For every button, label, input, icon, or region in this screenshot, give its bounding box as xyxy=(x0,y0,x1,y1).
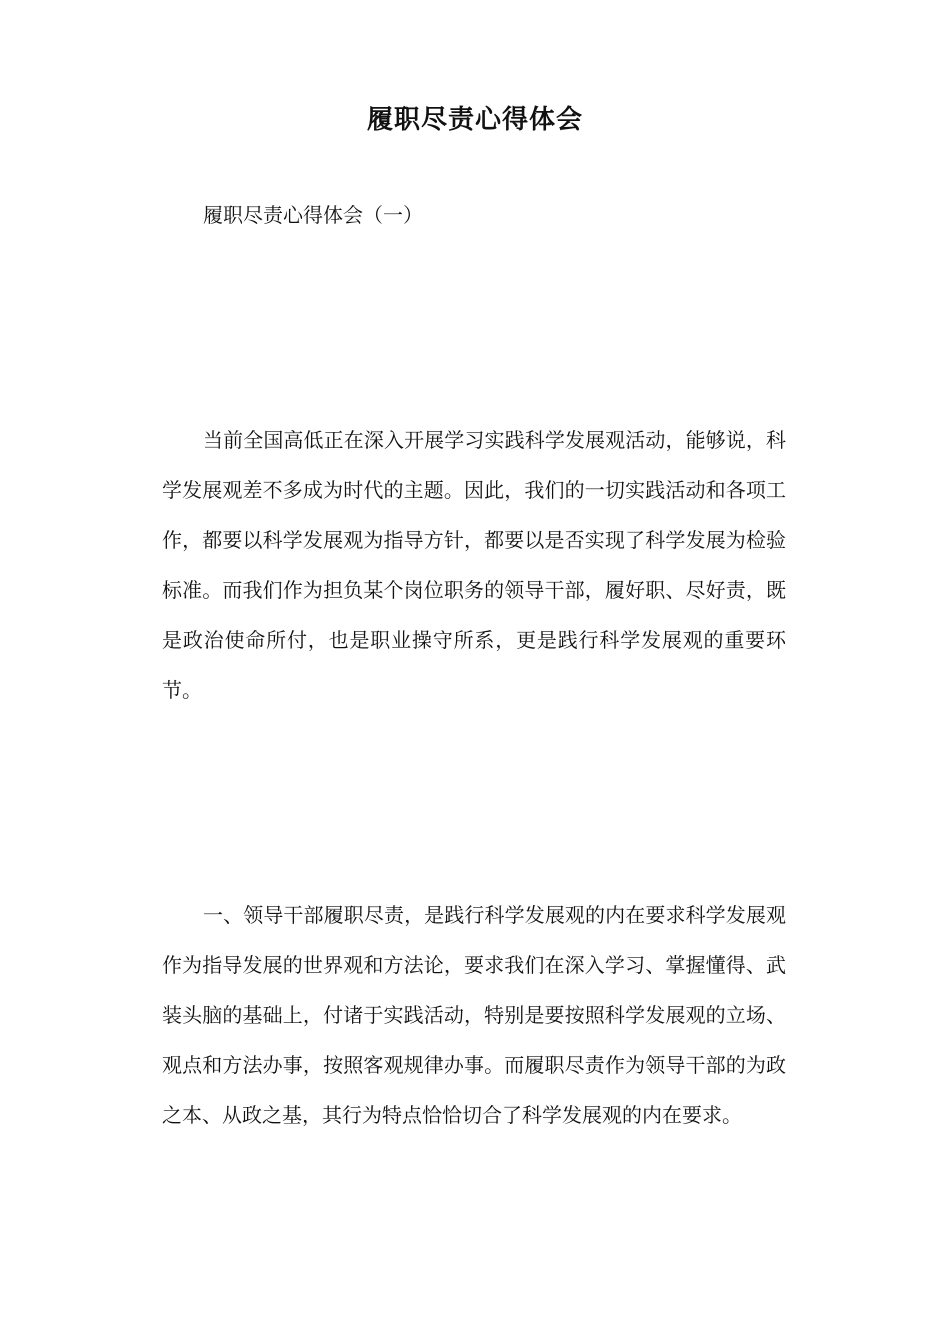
document-subtitle: 履职尽责心得体会（一） xyxy=(203,203,423,227)
document-title: 履职尽责心得体会 xyxy=(366,105,583,135)
paragraph-intro: 当前全国高低正在深入开展学习实践科学发展观活动，能够说，科学发展观差不多成为时代的主题。因此，我们的一切实践活动和各项工作，都要以科学发展观为指导方针，都要以是否实现了科学发展为检验标准。而我们作为担负某个岗位职务的领导干部，履好职、尽好责，既是政治使命所付，也是职业操守所系，更是践行科学发展观的重要环节。 xyxy=(162,428,786,702)
paragraph-section-one: 一、领导干部履职尽责，是践行科学发展观的内在要求科学发展观作为指导发展的世界观和方法论，要求我们在深入学习、掌握懂得、武装头脑的基础上，付诸于实践活动，特别是要按照科学发展观的立场、观点和方法办事，按照客观规律办事。而履职尽责作为领导干部的为政之本、从政之基，其行为特点恰恰切合了科学发展观的内在要求。 xyxy=(162,903,786,1127)
